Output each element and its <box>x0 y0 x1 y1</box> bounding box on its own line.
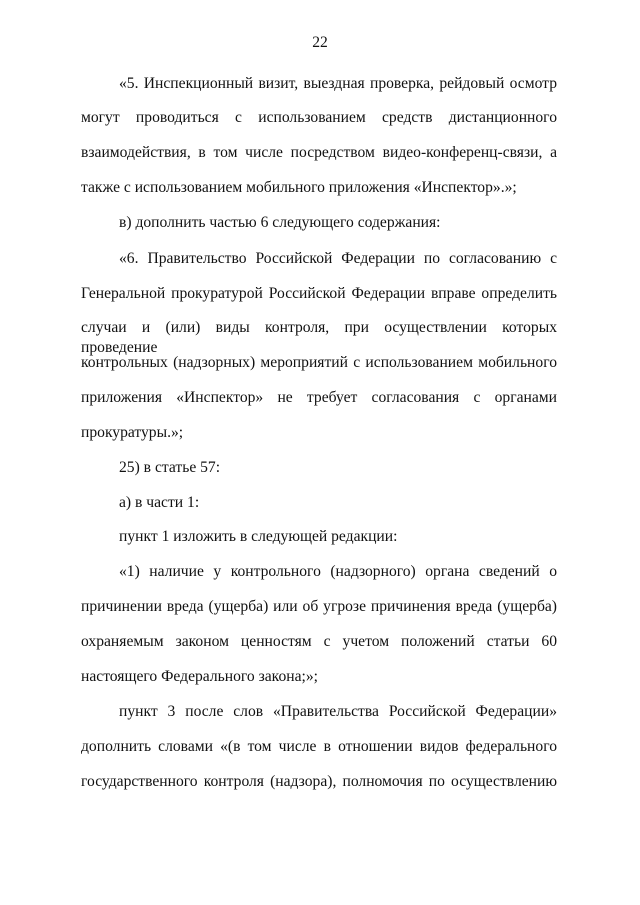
text-line: «1) наличие у контрольного (надзорного) органа сведений о <box>119 563 557 580</box>
text-line: а) в части 1: <box>119 494 200 511</box>
text-line: «5. Инспекционный визит, выездная проверка, рейдовый осмотр <box>119 75 557 92</box>
text-line: причинении вреда (ущерба) или об угрозе причинения вреда (ущерба) <box>81 598 557 615</box>
text-line: охраняемым законом ценностям с учетом положений статьи 60 <box>81 633 557 650</box>
text-line: взаимодействия, в том числе посредством видео-конференц-связи, а <box>81 144 557 161</box>
text-line: пункт 1 изложить в следующей редакции: <box>119 528 398 545</box>
text-line: случаи и (или) виды контроля, при осуществлении которых проведение <box>81 319 557 356</box>
text-line: контрольных (надзорных) мероприятий с использованием мобильного <box>81 354 557 371</box>
text-line: пункт 3 после слов «Правительства Российской Федерации» <box>119 703 557 720</box>
text-line: прокуратуры.»; <box>81 424 184 441</box>
page-number: 22 <box>312 34 328 51</box>
text-line: «6. Правительство Российской Федерации по согласованию с <box>119 250 557 267</box>
text-line: Генеральной прокуратурой Российской Федерации вправе определить <box>81 285 557 302</box>
text-line: могут проводиться с использованием средств дистанционного <box>81 109 557 126</box>
text-line: в) дополнить частью 6 следующего содержания: <box>119 214 441 231</box>
text-line: настоящего Федерального закона;»; <box>81 668 318 685</box>
text-line: дополнить словами «(в том числе в отношении видов федерального <box>81 738 557 755</box>
text-line: также с использованием мобильного приложения «Инспектор».»; <box>81 179 517 196</box>
text-line: приложения «Инспектор» не требует согласования с органами <box>81 389 557 406</box>
text-line: государственного контроля (надзора), полномочия по осуществлению <box>81 773 557 790</box>
text-line: 25) в статье 57: <box>119 459 221 476</box>
